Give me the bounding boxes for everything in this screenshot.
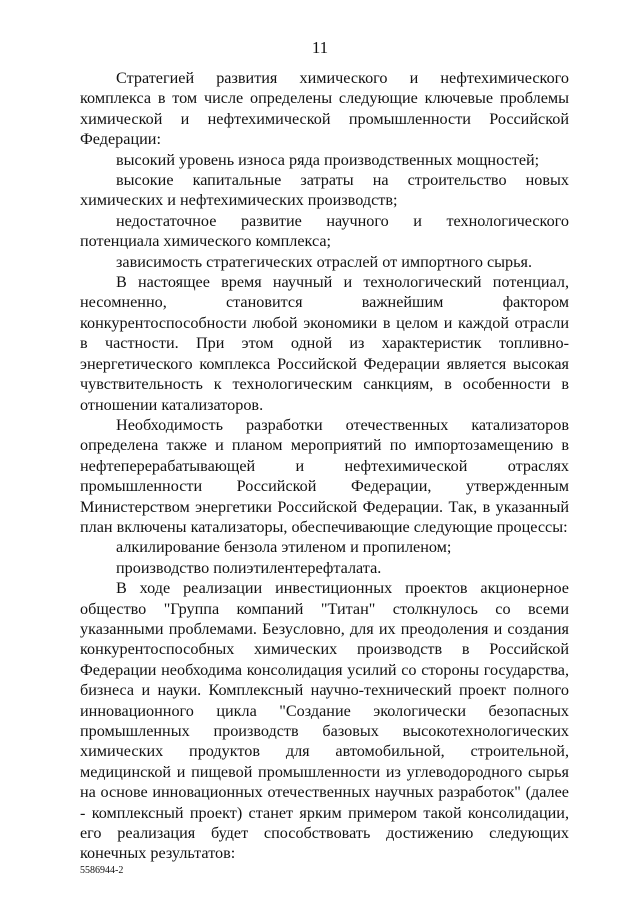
paragraph-process-2: производство полиэтилентерефталата.	[116, 558, 382, 577]
document-code: 5586944-2	[80, 865, 124, 876]
paragraph-catalysts: Необходимость разработки отечественных катализаторов определена также и планом мероприятий по импортозамещению в нефтеперерабатывающей и нефтехимической отраслях промышленности Российской Федерации, утвержденным Министерством энергетики Российской Федерации. Так, в указанный план включены катализаторы, обеспечивающие следующие процессы:	[80, 415, 569, 536]
paragraph-potential: В настоящее время научный и технологический потенциал, несомненно, становится важнейшим фактором конкурентоспособности любой экономики в целом и каждой отрасли в частности. При этом одной из характеристик топливно-энергетического комплекса Российской Федерации является высокая чувствительность к технологическим санкциям, в особенности в отношении катализаторов.	[80, 273, 569, 414]
paragraph-problem-2: высокие капитальные затраты на строительство новых химических и нефтехимических производств;	[80, 171, 569, 210]
paragraph-process-1: алкилирование бензола этиленом и пропиленом;	[116, 538, 452, 557]
paragraph-strategy-intro: Стратегией развития химического и нефтехимического комплекса в том числе определены следующие ключевые проблемы химической и нефтехимической промышленности Российской Федерации:	[80, 69, 569, 149]
paragraph-problem-1: высокий уровень износа ряда производственных мощностей;	[116, 150, 540, 169]
paragraph-problem-4: зависимость стратегических отраслей от импортного сырья.	[116, 252, 532, 271]
page-number: 11	[311, 38, 329, 57]
paragraph-titan-project: В ходе реализации инвестиционных проектов акционерное общество "Группа компаний "Титан" столкнулось со всеми указанными проблемами. Безусловно, для их преодоления и создания конкурентоспособных химических производств в Российской Федерации необходима консолидация усилий со стороны государства, бизнеса и науки. Комплексный научно-технический проект полного инновационного цикла "Создание экологически безопасных промышленных производств базовых высокотехнологических химических продуктов для автомобильной, строительной, медицинской и пищевой промышленности из углеводородного сырья на основе инновационных отечественных научных разработок" (далее - комплексный проект) станет ярким примером такой консолидации, его реализация будет способствовать достижению следующих конечных результатов:	[80, 579, 569, 863]
body-text	[80, 68, 569, 864]
paragraph-problem-3: недостаточное развитие научного и технологического потенциала химического комплекса;	[80, 211, 569, 251]
